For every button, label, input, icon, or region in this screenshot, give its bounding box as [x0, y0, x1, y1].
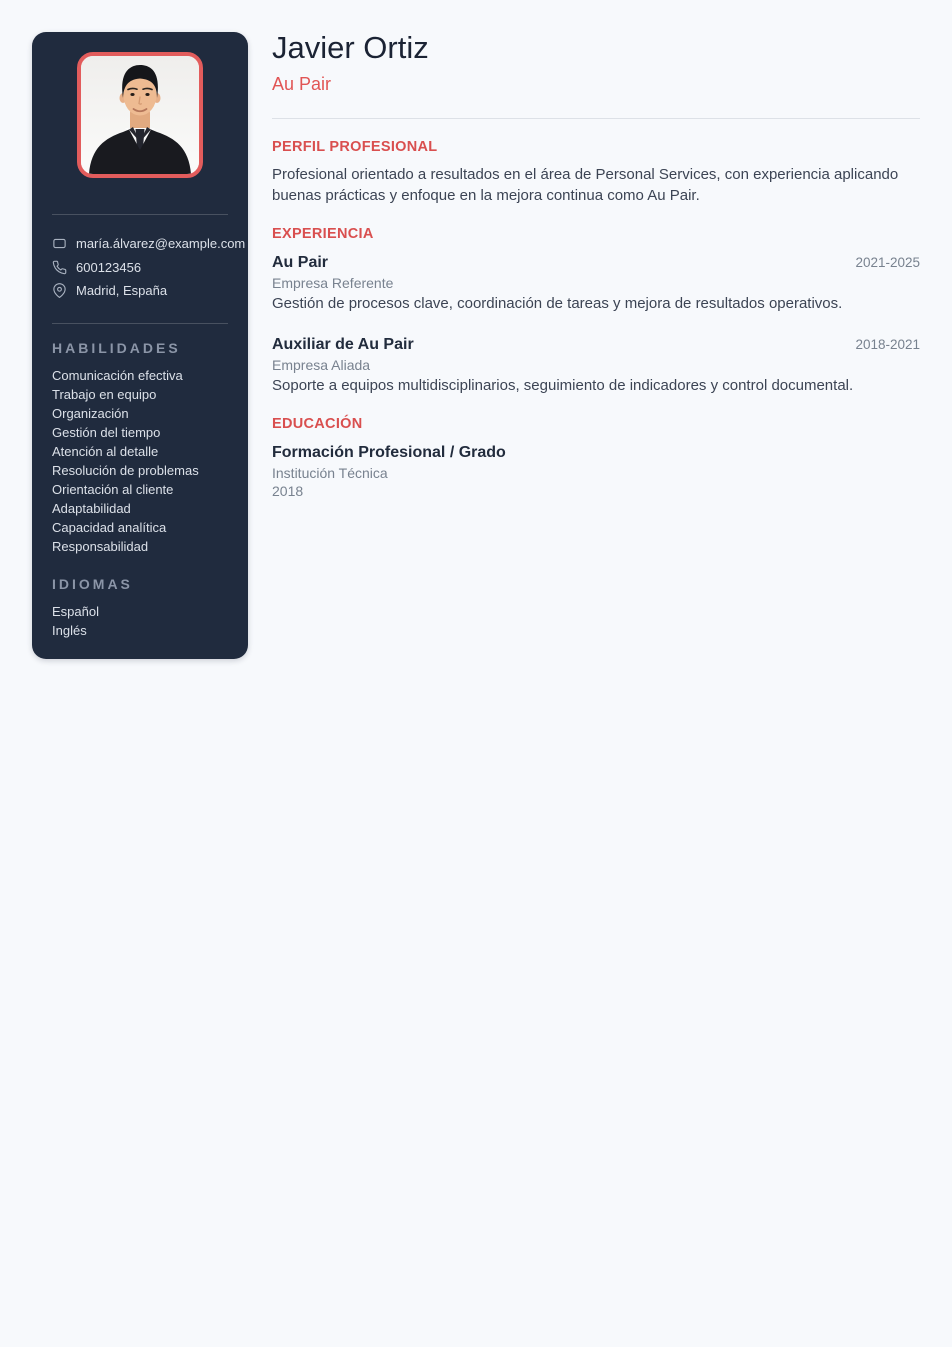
contact-location: [52, 279, 228, 303]
contact-phone: [52, 256, 228, 280]
person-name: Javier Ortiz: [272, 30, 429, 65]
education-entry: [272, 444, 920, 499]
skills-list: [52, 366, 228, 556]
skill-item: Comunicación efectiva: [52, 367, 183, 383]
contact-email-text: maría.álvarez@example.com: [76, 236, 246, 251]
contact-location-text: Madrid, España: [76, 283, 168, 298]
sidebar-divider: [52, 214, 228, 215]
skill-item: Gestión del tiempo: [52, 424, 161, 440]
language-item: Español: [52, 603, 99, 619]
sidebar: [32, 32, 248, 659]
job-company: Empresa Aliada: [272, 357, 371, 373]
job-company: Empresa Referente: [272, 275, 394, 291]
skill-item: Resolución de problemas: [52, 462, 199, 478]
resume-main: [272, 30, 920, 499]
job-entry: [272, 336, 920, 396]
job-title: Au Pair: [272, 254, 329, 271]
job-title: Auxiliar de Au Pair: [272, 336, 414, 353]
languages-heading: IDIOMAS: [52, 575, 133, 592]
portrait-illustration: [81, 56, 199, 174]
education-year: 2018: [272, 483, 304, 499]
language-item: Inglés: [52, 622, 87, 638]
skill-item: Trabajo en equipo: [52, 386, 157, 402]
profile-heading: PERFIL PROFESIONAL: [272, 139, 438, 155]
skill-item: Atención al detalle: [52, 443, 159, 459]
skill-item: Orientación al cliente: [52, 481, 174, 497]
job-entry: [272, 254, 920, 314]
education-degree: Formación Profesional / Grado: [272, 444, 506, 461]
job-dates: 2021-2025: [855, 255, 920, 270]
profile-section: [272, 139, 920, 206]
person-job-title: Au Pair: [272, 74, 332, 94]
header-divider: [272, 118, 920, 119]
skill-item: Capacidad analítica: [52, 519, 167, 535]
experience-heading: EXPERIENCIA: [272, 226, 374, 242]
education-institution: Institución Técnica: [272, 465, 388, 481]
skill-item: Organización: [52, 405, 129, 421]
location-pin-icon: [52, 283, 67, 298]
languages-list: [52, 602, 228, 640]
sidebar-divider: [52, 323, 228, 324]
job-description: Gestión de procesos clave, coordinación de tareas y mejora de resultados operativos.: [272, 295, 843, 312]
job-header: [272, 254, 920, 272]
job-header: [272, 336, 920, 354]
skill-item: Responsabilidad: [52, 538, 149, 554]
contact-phone-text: 600123456: [76, 259, 142, 275]
skill-item: Adaptabilidad: [52, 500, 131, 516]
envelope-icon: [52, 236, 67, 251]
phone-icon: [52, 260, 67, 275]
education-heading: EDUCACIÓN: [272, 416, 363, 432]
job-dates: 2018-2021: [855, 337, 920, 352]
contact-email: [52, 232, 246, 256]
profile-photo: [77, 52, 203, 178]
profile-text: Profesional orientado a resultados en el área de Personal Services, con experiencia aplicando buenas prácticas y enfoque en la mejora continua como Au Pair.: [272, 166, 899, 204]
experience-section: [272, 226, 920, 396]
contact-list: [52, 232, 246, 303]
job-description: Soporte a equipos multidisciplinarios, seguimiento de indicadores y control documental.: [272, 377, 854, 394]
skills-heading: HABILIDADES: [52, 339, 181, 356]
education-section: [272, 416, 920, 499]
